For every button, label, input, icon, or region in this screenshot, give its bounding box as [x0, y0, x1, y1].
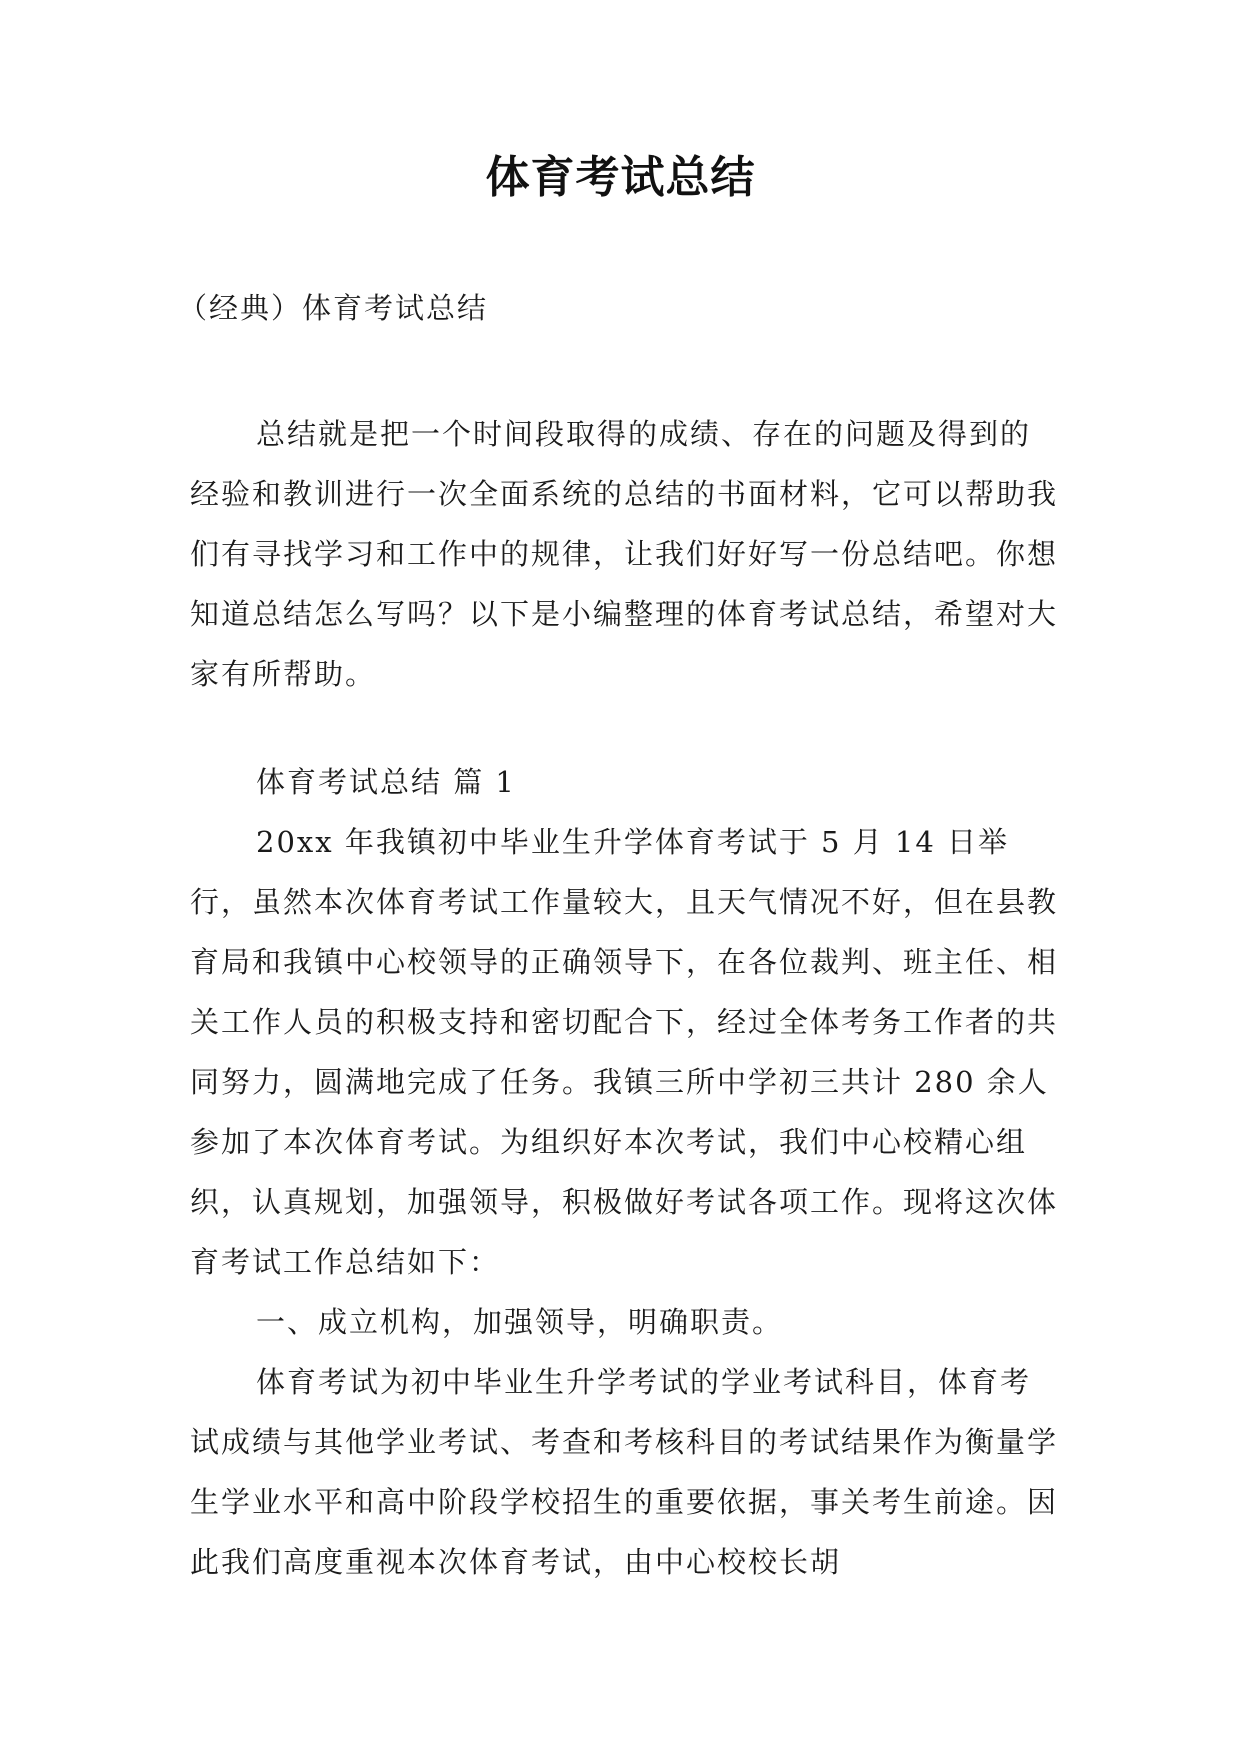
- body-paragraph-1: 20xx 年我镇初中毕业生升学体育考试于 5 月 14 日举行，虽然本次体育考试工作量较大，且天气情况不好，但在县教育局和我镇中心校领导的正确领导下，在各位裁判、班主任、相关工作人员的积极支持和密切配合下，经过全体考务工作者的共同努力，圆满地完成了任务。我镇三所中学初三共计 280 余人参加了本次体育考试。为组织好本次考试，我们中心校精心组织，认真规划，加强领导，积极做好考试各项工作。现将这次体育考试工作总结如下：: [190, 825, 1059, 1279]
- body-paragraph-2: 一、成立机构，加强领导，明确职责。: [256, 1305, 784, 1339]
- section-block: [190, 752, 1060, 1592]
- document-subtitle: （经典）体育考试总结: [178, 291, 489, 325]
- body-paragraph-3: 体育考试为初中毕业生升学考试的学业考试科目，体育考试成绩与其他学业考试、考查和考核科目的考试结果作为衡量学生学业水平和高中阶段学校招生的重要依据，事关考生前途。因此我们高度重视本次体育考试，由中心校校长胡: [190, 1365, 1059, 1579]
- intro-paragraph: 总结就是把一个时间段取得的成绩、存在的问题及得到的经验和教训进行一次全面系统的总结的书面材料，它可以帮助我们有寻找学习和工作中的规律，让我们好好写一份总结吧。你想知道总结怎么写吗？以下是小编整理的体育考试总结，希望对大家有所帮助。: [190, 417, 1059, 691]
- intro-block: [190, 404, 1060, 704]
- section-heading: 体育考试总结 篇 1: [256, 765, 516, 799]
- document-title: 体育考试总结: [485, 152, 756, 203]
